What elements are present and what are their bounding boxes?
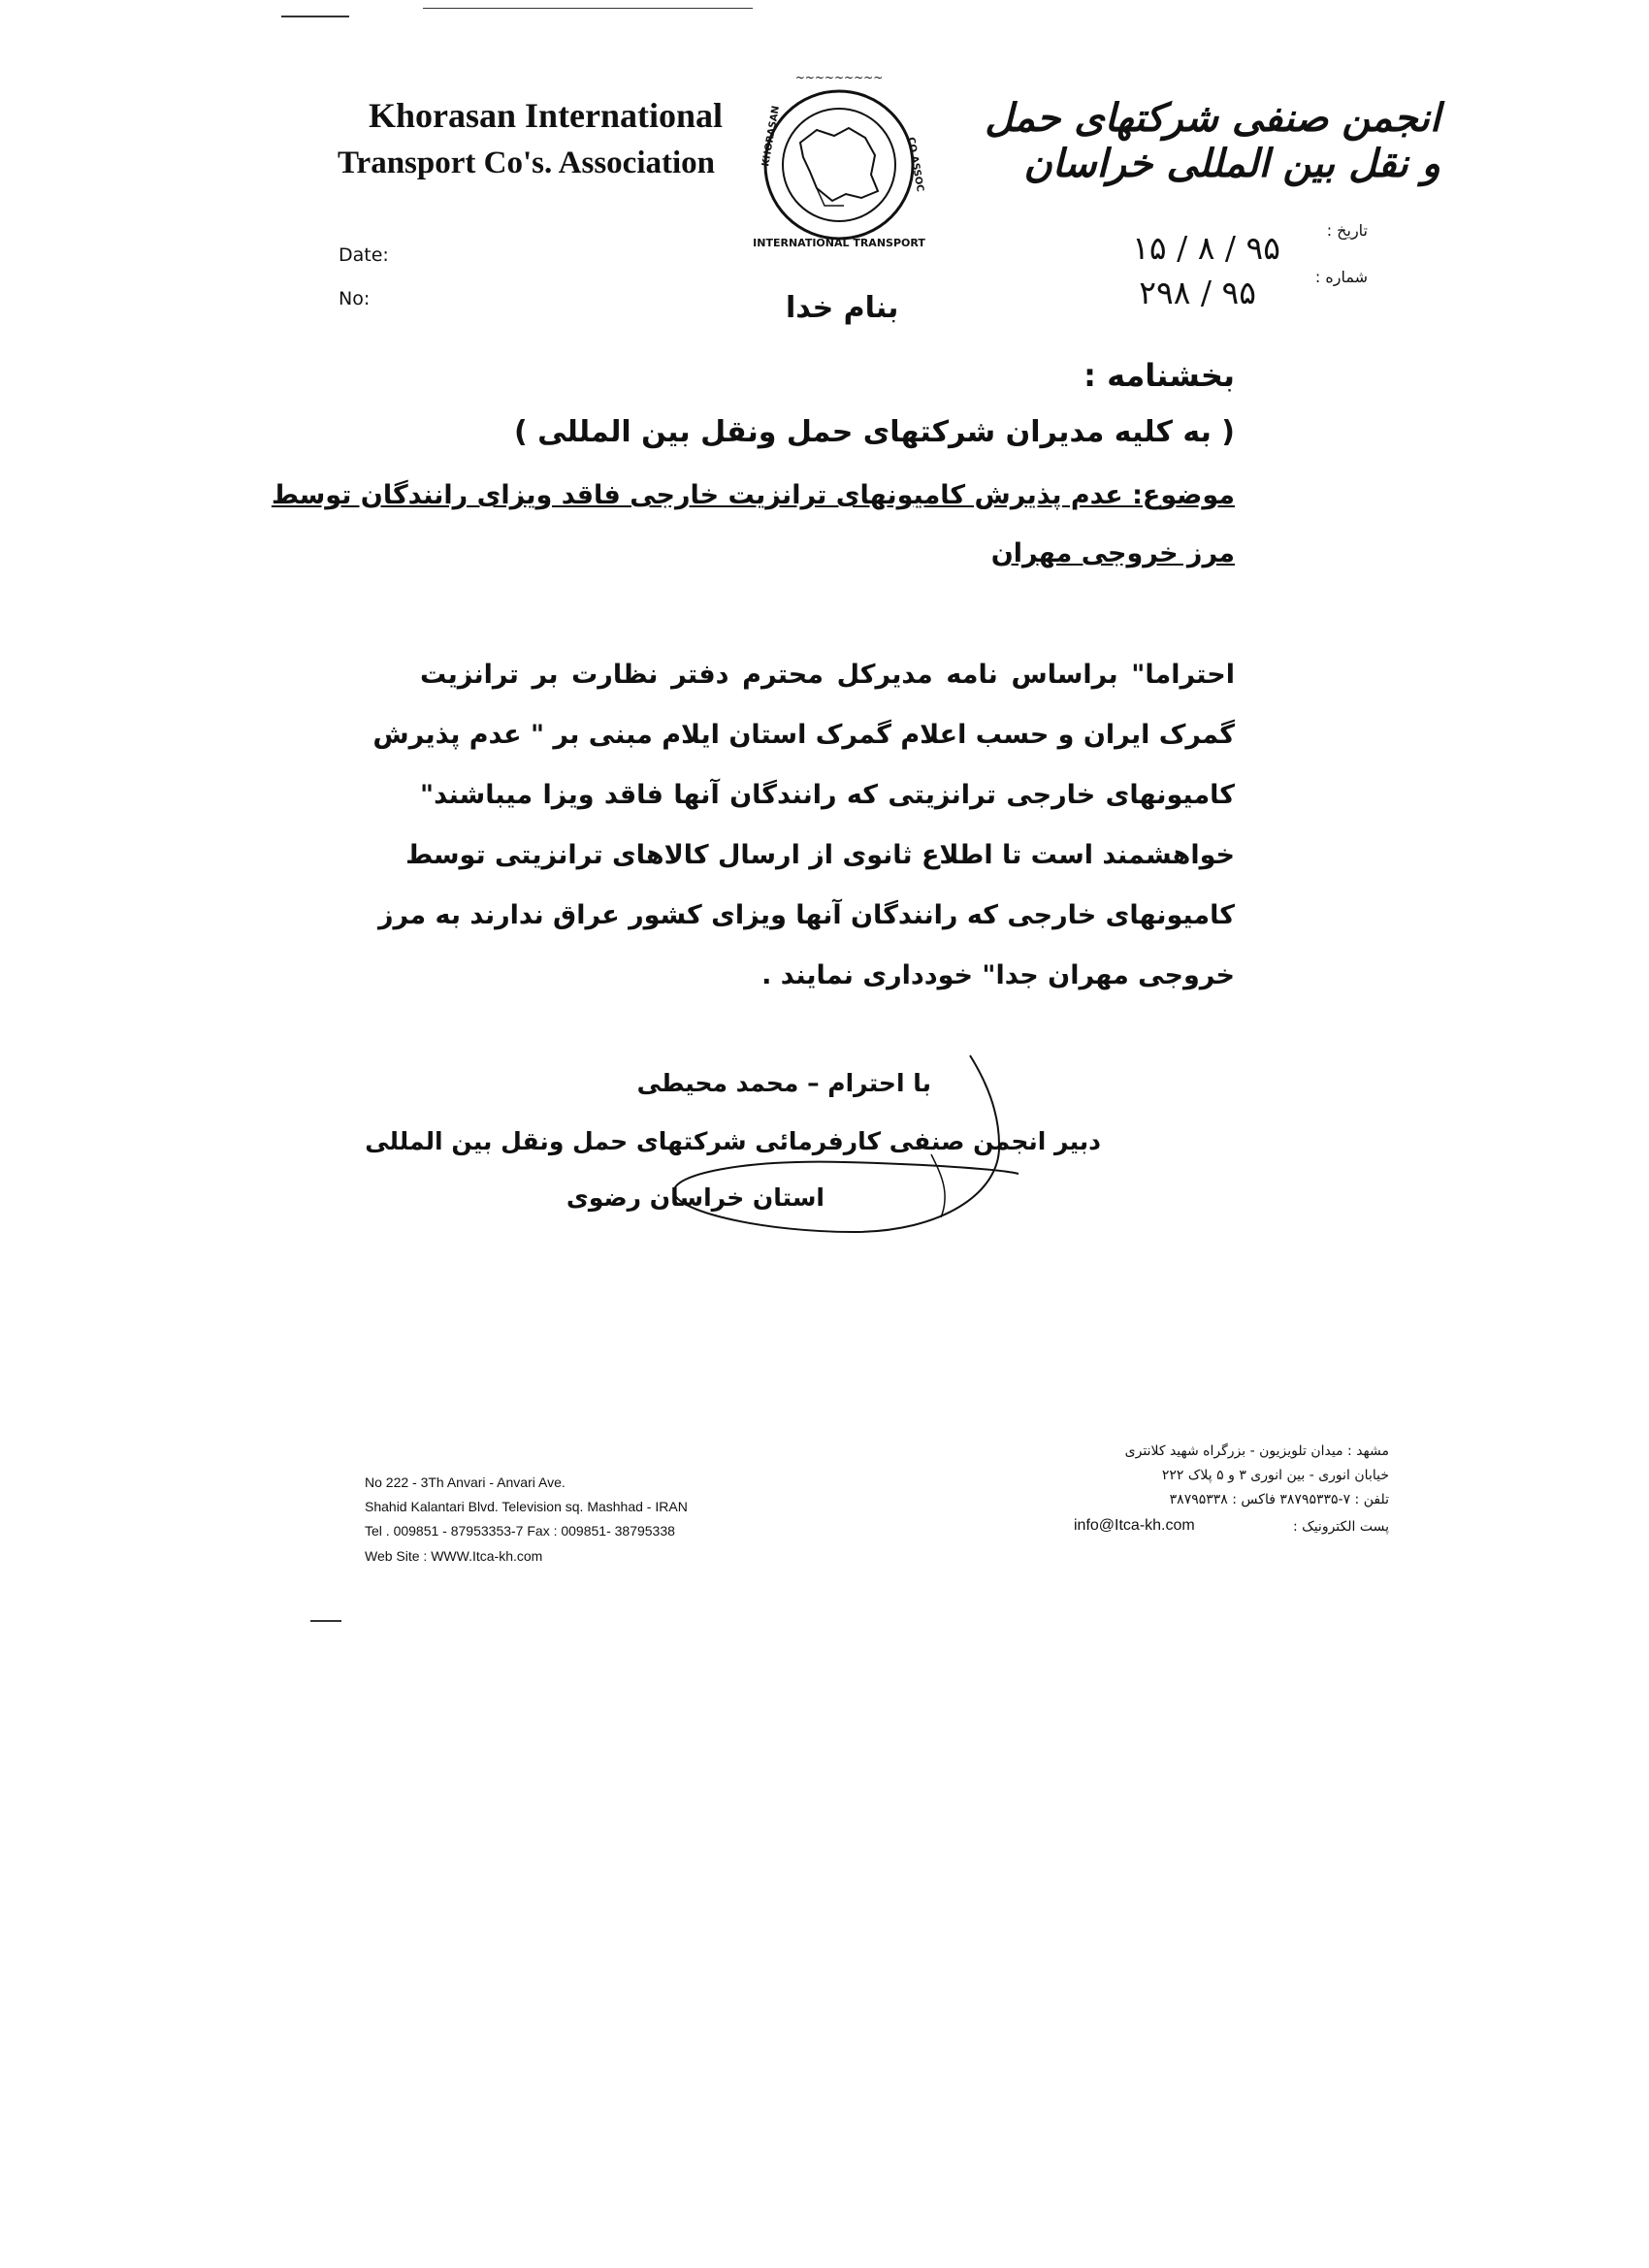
no-label-fa: شماره : [1314,268,1368,286]
footer-email: info@Itca-kh.com [1074,1517,1195,1534]
org-name-en-line2: Transport Co's. Association [338,146,716,180]
footer-address-fa-2: خیابان انوری - بین انوری ۳ و ۵ پلاک ۲۲۲ [1161,1468,1389,1483]
body-line-6: خروجی مهران جدا" خودداری نمایند . [761,960,1235,990]
signer-province: استان خراسان رضوی [566,1183,824,1212]
footer-address-en-2: Shahid Kalantari Blvd. Television sq. Mashhad - IRAN [365,1499,688,1514]
signer-title: دبیر انجمن صنفی کارفرمائی شرکتهای حمل ونقل بین المللی [365,1127,1101,1155]
org-name-fa: انجمن صنفی شرکتهای حمل و نقل بین المللی خراسان [985,95,1440,186]
closing: با احترام – محمد محیطی [636,1069,931,1097]
svg-text:~~~~~~~~~: ~~~~~~~~~ [794,71,884,84]
subject-line-2: مرز خروجی مهران [990,538,1235,568]
no-label-en: No: [339,288,371,309]
svg-text:KHORASAN: KHORASAN [760,105,782,168]
scan-mark [281,16,349,17]
footer-website: Web Site : WWW.Itca-kh.com [365,1548,543,1564]
body-line-2: گمرک ایران و حسب اعلام گمرک استان ایلام مبنی بر " عدم پذیرش [372,720,1235,750]
footer-phone-en: Tel . 009851 - 87953353-7 Fax : 009851- 38795338 [365,1523,675,1539]
footer-address-en-1: No 222 - 3Th Anvari - Anvari Ave. [365,1474,566,1490]
addressee: ( به کلیه مدیران شرکتهای حمل ونقل بین المللی ) [514,415,1235,449]
svg-text:CO.ASSOC: CO.ASSOC [905,136,925,193]
footer-email-label-fa: پست الکترونیک : [1293,1519,1389,1535]
subject-line-1: موضوع: عدم پذیرش کامیونهای ترانزیت خارجی فاقد ویزای رانندگان توسط [271,480,1235,510]
body-line-1: احتراما" براساس نامه مدیرکل محترم دفتر نظارت بر ترانزیت [420,660,1235,690]
scan-mark [310,1620,341,1622]
iran-map-icon [800,128,878,201]
association-seal-logo [753,60,925,264]
letter-number-handwritten: ۹۵ / ۲۹۸ [1139,274,1256,311]
footer-address-fa-1: مشهد : میدان تلویزیون - بزرگراه شهید کلانتری [1124,1443,1389,1459]
scan-mark [423,8,753,9]
circular-title: بخشنامه : [1083,357,1235,394]
invocation: بنام خدا [786,291,899,325]
body-line-4: خواهشمند است تا اطلاع ثانوی از ارسال کالاهای ترانزیتی توسط [405,840,1235,870]
date-label-fa: تاریخ : [1326,221,1368,240]
footer-phone-fa: تلفن : ۷-۳۸۷۹۵۳۳۵ فاکس : ۳۸۷۹۵۳۳۸ [1169,1492,1389,1507]
body-line-5: کامیونهای خارجی که رانندگان آنها ویزای کشور عراق ندارند به مرز [378,900,1235,930]
date-label-en: Date: [339,244,389,266]
org-name-en-line1: Khorasan International [369,96,724,135]
date-value-handwritten: ۹۵ / ۸ / ۱۵ [1132,229,1280,267]
svg-text:INTERNATIONAL TRANSPORT: INTERNATIONAL TRANSPORT [753,237,925,249]
body-line-3: کامیونهای خارجی ترانزیتی که رانندگان آنها فاقد ویزا میباشند" [420,780,1235,810]
signature-mark [650,1048,1038,1261]
